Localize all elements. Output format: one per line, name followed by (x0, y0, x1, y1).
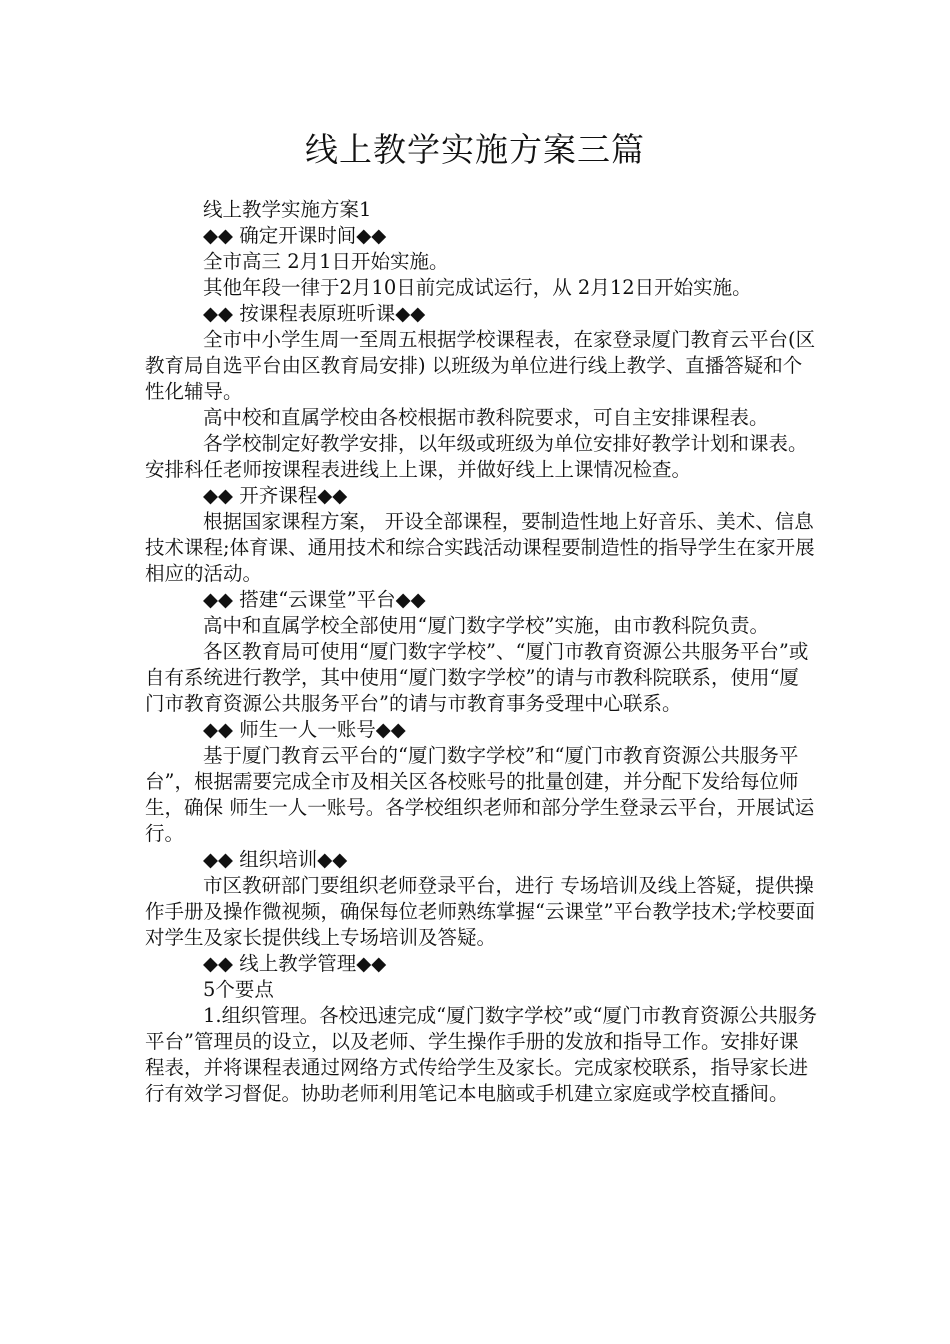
section-heading: ◆◆ 线上教学管理◆◆ (203, 952, 387, 975)
paragraph: 各学校制定好教学安排，以年级或班级为单位安排好教学计划和课表。安排科任老师按课程表进线上上课，并做好线上上课情况检查。 (145, 432, 808, 481)
section-heading: ◆◆ 开齐课程◆◆ (203, 484, 348, 507)
section-heading: ◆◆ 组织培训◆◆ (203, 848, 348, 871)
section-heading: ◆◆ 搭建“云课堂”平台◆◆ (203, 588, 426, 611)
paragraph: 市区教研部门要组织老师登录平台，进行 专场培训及线上答疑，提供操作手册及操作微视频，确保每位老师熟练掌握“云课堂”平台教学技术;学校要面对学生及家长提供线上专场培训及答疑。 (145, 874, 816, 949)
section-heading: ◆◆ 师生一人一账号◆◆ (203, 718, 406, 741)
section-heading: ◆◆ 确定开课时间◆◆ (203, 224, 387, 247)
paragraph: 全市中小学生周一至周五根据学校课程表，在家登录厦门教育云平台(区教育局自选平台由区教育局安排) 以班级为单位进行线上教学、直播答疑和个性化辅导。 (145, 328, 816, 403)
paragraph: 根据国家课程方案， 开设全部课程，要制造性地上好音乐、美术、信息技术课程;体育课、通用技术和综合实践活动课程要制造性的指导学生在家开展相应的活动。 (145, 510, 815, 585)
paragraph: 其他年段一律于2月10日前完成试运行，从 2月12日开始实施。 (203, 276, 752, 299)
paragraph: 各区教育局可使用“厦门数字学校”、“厦门市教育资源公共服务平台”或自有系统进行教学，其中使用“厦门数字学校”的请与市教科院联系，使用“厦门市教育资源公共服务平台”的请与市教育事务受理中心联系。 (145, 640, 809, 715)
section-heading: ◆◆ 按课程表原班听课◆◆ (203, 302, 426, 325)
paragraph: 基于厦门教育云平台的“厦门数字学校”和“厦门市教育资源公共服务平台”，根据需要完成全市及相关区各校账号的批量创建，并分配下发给每位师生，确保 师生一人一账号。各学校组织老师和部分学生登录云平台，开展试运行。 (145, 744, 815, 845)
paragraph: 高中和直属学校全部使用“厦门数字学校”实施，由市教科院负责。 (203, 614, 769, 637)
document-body (145, 197, 817, 1107)
document-title: 线上教学实施方案三篇 (305, 130, 645, 169)
paragraph: 1.组织管理。各校迅速完成“厦门数字学校”或“厦门市教育资源公共服务平台”管理员的设立，以及老师、学生操作手册的发放和指导工作。安排好课程表，并将课程表通过网络方式传给学生及家长。完成家校联系，指导家长进行有效学习督促。协助老师利用笔记本电脑或手机建立家庭或学校直播间。 (145, 1004, 818, 1105)
paragraph: 全市高三 2月1日开始实施。 (203, 250, 449, 273)
paragraph: 5个要点 (203, 978, 274, 1001)
paragraph: 高中校和直属学校由各校根据市教科院要求，可自主安排课程表。 (203, 406, 769, 429)
paragraph: 线上教学实施方案1 (203, 198, 372, 221)
